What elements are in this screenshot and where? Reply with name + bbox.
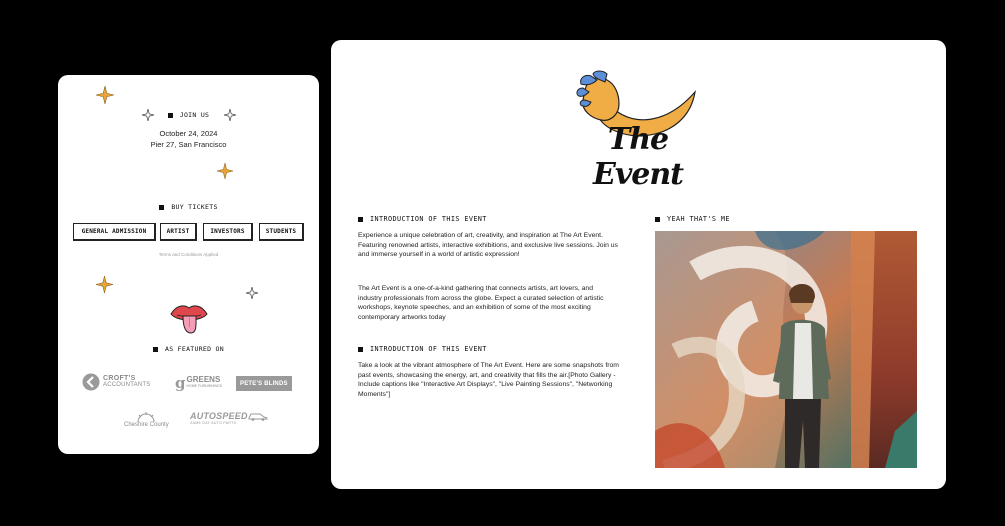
logo-name: AUTOSPEED	[190, 411, 248, 421]
autospeed-logo	[190, 411, 268, 425]
intro-heading-1: INTRODUCTION OF THIS EVENT	[358, 215, 487, 223]
ticket-options	[73, 223, 305, 240]
greens-logo	[175, 374, 222, 392]
petes-blinds-logo	[236, 376, 292, 391]
intro-paragraph-2: The Art Event is a one-of-a-kind gathering that connects artists, art lovers, and industry professionals from across the globe. Expect a curated selection of artistic workshops, keynote speeches, and an exhibition of some of the most exciting contemporary artworks today	[358, 285, 604, 321]
event-date: October 24, 2024	[159, 129, 218, 138]
terms-text[interactable]: Terms and Conditions Applied	[158, 252, 219, 257]
lips-tongue-icon	[169, 302, 209, 336]
sparkle-star-icon	[96, 86, 114, 104]
ticket-artist-button[interactable]: ARTIST	[160, 223, 197, 241]
sparkle-outline-icon	[246, 287, 258, 299]
ticket-general-admission-button[interactable]: GENERAL ADMISSION	[73, 223, 156, 241]
car-icon	[248, 411, 268, 421]
featured-on-label: AS FEATURED ON	[58, 345, 319, 353]
tickets-card	[58, 75, 319, 454]
logo-name: Cheshire County	[124, 422, 169, 428]
artist-photo	[655, 231, 917, 468]
sparkle-star-icon	[217, 163, 233, 179]
event-title: The Event	[592, 122, 684, 192]
logo-subtitle: ACCOUNTANTS	[103, 382, 151, 388]
intro-paragraph-1: Experience a unique celebration of art, creativity, and inspiration at The Art Event. Featuring renowned artists, interactive exhibitions, and exclusive live sessions. Join us and immerse yourself in a world of artistic expression!	[358, 232, 618, 259]
event-info-card	[331, 40, 946, 489]
intro-heading-2: INTRODUCTION OF THIS EVENT	[358, 345, 487, 353]
intro-paragraph-3: Take a look at the vibrant atmosphere of The Art Event. Here are some snapshots from past events, showcasing the energy, art, and creativity that fills the air.[Photo Gallery - Include captions like "Interactive Art Displays", "Live Painting Sessions", "Networking Moments"]	[358, 362, 619, 398]
cheshire-sun-icon	[135, 412, 157, 422]
event-location: Pier 27, San Francisco	[150, 140, 227, 149]
ticket-investors-button[interactable]: INVESTORS	[203, 223, 253, 241]
buy-tickets-label: BUY TICKETS	[58, 203, 319, 211]
logo-name: CROFT'S	[103, 375, 136, 382]
sparkle-star-icon	[96, 276, 113, 293]
crofts-chevron-icon	[82, 373, 100, 391]
photo-heading: YEAH THAT'S ME	[655, 215, 730, 223]
cheshire-county-logo	[124, 412, 169, 428]
logo-name: PETE'S BLINDS	[240, 380, 288, 387]
logo-name: GREENS	[186, 375, 221, 384]
logo-subtitle: SAME DAY AUTO PARTS	[190, 421, 237, 425]
logo-subtitle: HOME FURNISHINGS	[186, 384, 223, 388]
join-us-label: JOIN US	[58, 111, 319, 119]
greens-g-icon: g	[175, 374, 186, 392]
ticket-students-button[interactable]: STUDENTS	[259, 223, 304, 241]
crofts-accountants-logo	[82, 373, 150, 391]
